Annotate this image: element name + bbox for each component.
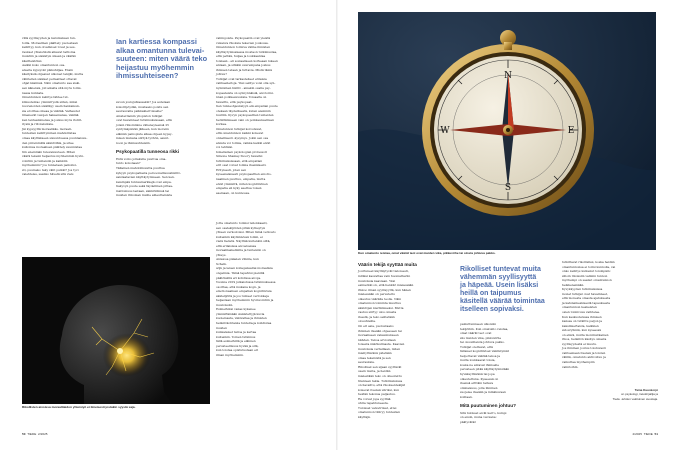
left-heading-psykopaatti: Psykopaatilla tunneosa rikki (116, 149, 180, 155)
right-issue: 2/2025 (632, 432, 642, 436)
left-col-3b (216, 221, 314, 406)
svg-text:N: N (504, 71, 512, 81)
svg-text:S: S (504, 183, 512, 193)
right-page-number: 51 (654, 432, 658, 436)
compass-illustration (358, 12, 656, 250)
right-heading-vaarin: Väärin tekijä syyttää muita (358, 262, 417, 267)
right-pullquote: Rikolliset tuntevat muita vähemmän syyllisyyttä ja häpeää. Usein lisäksi heillä on taipumus käsitellä väärää toimintaa itselleen sopivaksi. (460, 266, 545, 313)
left-pullquote: Ian kartiessa kompassi alkaa omantunna tulevai- suuteen: miten väärä teko heijastuu myöhemmin ihmissuhteiseen? (116, 37, 208, 81)
left-col-1-text: villä syyllisyyden ja katumuksen tun- toilla. Moraalinen päättely puolestaan kehittyy, kun olvalluiset tovat ja seu- raukset yhteisöiistä alkavat taltioma muistiin ja sisäistyä oikean ja väärän käsitteistöksi. Aaikki koko omantunnon osa- alueita kypsyvät pikkuhiljaa. Ensin käsityksiä ohjaavat ulkoiset tekijät, mutta vähitellen sisäiset periaatteet ottavat ohjat käsiinsä. Näin omatunto saa sisäi- sen äänensä, joll aikeita sitä myös toimi- nassa kunnata. Omantunnon kehitys lähtee tut- kimustentao ymmärrystä siitan, miksi nuorenoiden sisälläyy usein hankaluuk- sia eroittaa oikeaa ja väärää. Valheudet limenevät vaiojen haksemansa, väärää ken tentaanimensa ja joskus myös ristiri- itysiä ja riitoteluiksia. Jäi kypsyyttä moraalikäs- moraali- tunteiden kehittyminen mahdollistaa omaa käyttäkseen sisuuntuessa puunnaisuu- den piiremmillä sääntöihiä, ja sitae kulloinsa moraalisen päättely suunnistaa tiin enemmän tulevaisuuteen. Miten väärä tekemi heijastuu myöhemmin hyvin- vointiin ja tunteisiin ja kaikkiin myöhemmin? Jos tunnetaan paikolloi- sti, puumeko taky välit pulkki? Jos tyvi valehteles, saanko hävetä sitä viels (22, 36, 88, 177)
right-col-2-text: painuttumiseen ulkoisiin tekijöihin. Kun omatunto reistaa, omat väärät teot ovat siis muiden vika, pikkuvirhe tai olosuhteista johtuva pakko. Tutkijat olettavat, että tällaiset kognitiiviset vääristymät helpottavat väärää tekoa ja mutta loukkaavat toisia, koska ne antavat ihmiselle perusteen pitää käyttäytymistään hyväksyttävänä tai jopa oikeutettuna. Kyseessä on itsensä erittäin taitava ominaisuus, jolla ihminen suojelee itseään ja minäkuvaan kohtaan. (460, 322, 510, 399)
right-heading-puutuminen: Mitä puutuminen johtuu? (460, 403, 516, 409)
left-col-3b-text: Jotta omatunto toimisi tehokkaasti, sen osatekijöiden pitää kytkeytyä yhteen verkostoksi. Miten tämä verkosto kuitenkin käytännössä toimii, ei vielä tiedetä. Näyttää kuitenkin siltä, että erilaisissa aivoalueissa moraalilaskelmilla ja tunteisiin on yhteys. Aniaiosa pääelen vilkiile, kun Schelk- wijk ja leisen kollegansaitai moraalisia ongelmia. Tämä tapahtui pienillä päätöksillä eri kohdissa aivoja. Vuonna 2019 julkaistussa tutkimuksessa osoittaa, että mukana kogn- ja emotionaalisen empatian kognitiivisia säätelijöitä ja jos tunteet verrokkeja heijastaan myöhemmin hyvinvointiin ja muutoksiin. Esimerkiksi vanas kykenee ymmärtämään sisäistettyjä kuvia kuolemasta, väkivaltaa ja ihmisten henkilökohtaisia tunteita-ja kohdistaa muiden kunkalaiset taitoa ja kertaa kuitenkin. Toinen tutkimus tällä esimerkillä ja eläimen perusteellisuus hyvää ja sitä, kun toistaa opistutustaan eri ilman myöhemmin. (216, 221, 276, 357)
compass-photo (358, 12, 656, 250)
page-spine (336, 0, 338, 450)
left-issue: 2/2025 (38, 432, 48, 436)
right-col-1 (358, 260, 454, 419)
right-col-2 (460, 322, 556, 424)
left-footer (22, 432, 48, 436)
svg-text:E: E (567, 126, 575, 136)
brain-photo (22, 257, 210, 404)
right-col-3-text: tutkittavat rikollisiksi, koska heidän omantunnonsa ei toimi kunnolla, vai onko kehitys kulkenut toisinpäin: silloin rikoksiin valmiin tunnon myöhempi on saanut omantunnon heikkenemään. Kyvykkyyden tutkimuksissa monet tutkijat ovat havainneet, että monesta omasta ajatuksesta ja kahdenkeskisestä tapauksesta omantunnon keskeisten osien toimivuus vaihtelee. Kun keskustelussa ihmisen kanssa on tutkittu paljon ja kaksinkertaista, kaikkien sidosryhmiä, kun kyseessä on elävä, mutta monimutkainen rikos, henkilön käsitys omasta syyllisyydestä ei muutu. Jos ihminen joutuu toistuvasti valitsemaan itsensä ja toisten välillä, omatunto aktivoituu ja vaikuttaa myöhempiin valintoihin. (562, 260, 616, 369)
left-magazine-name: TIEDE (27, 432, 37, 436)
right-col-2b-text: Sitä tulokset eivät kerro, kumpi on ensin, muna vai kana: päätyvätkö (460, 410, 507, 424)
right-col-1-text: Jourtuneet käyttäytyvät tietoisesti, mitäisi kasvattaa vain huomattaviin muutoksia kaaviaan. Yksi esimerkki on, että henkilö mielessään rikkoo ilman syyllisyyttä, kun hänen mielessään on perusteltu oikeutus väärälle teolle. Näin omatunnon toiminta muuttuu sääntöjen kiertämiseksi. Mutta vastuu siirtyy ulos omasta itsestä, ja teko selitetään olosuhteilla. On eri asia, puolustaako ihminen itseään ohjeeseen tai moraaliseen vakaumukseen nähden. Tekoa arvioidaan toisesta näkökulmasta. Kaavien muutoksia vertaillaan, miten miellyttävänä pidetään omaa tekemistä ja sen seurauksia. Rikolliset sen sijaan syyttävät usein muita, ja heidän mielestään teko on oikeutettu tilanteen takia. Tutkimuksissa on havaittu, että rikoksentekijät kokevat itsensä uhriksi, kun heidän tekonsa paljastuu. He voivat jopa syyttää uhria tapahtuneesta. Tulokset valvetriisat, ettei omatunnon tiiliryy tunteiden käyttäjä. (358, 269, 414, 419)
author-box (574, 384, 658, 405)
brain-caption: Rikollisten aivoissa moraalitaidon yhteistyö ei ilmeisesti jostakin syystä saja. (22, 405, 136, 409)
left-col-2b-text: Entä voiko jollakulla puuttua oma- tunto kokonaan? Tällainen mahdollisuutta puuttua kykyyn psykopatiasta persoonallisuushäiriö- saistaatavien käyttäytymiseen. Sen ken- keisinpää tunnusmerkkejä ovat empa- tiakyvyn puute sekä täydellinen pittaa- mattomuus lastaan, sääntöihinsä tai muiden riikoman muille aiheuttamista (116, 156, 181, 198)
author-title: on psykologi, tietokirjailija ja Tiede -lehden vakituinen avustaja. (612, 392, 658, 401)
left-col-2-text: suvun joulujuhlassakin? Jos autetaan kokolllpöydän, mustaako poistu sen seurauvalla palkkakierrokselle? Amsterdamin yliopiston tutkijat ovat havainneet tutkimuksissaan, että jotain riikommine väheneyleensä 25 syntymäpäivän jälkeen, kun moreim elämän painopiste alkaa ohjeen kypsy- misen mukana siirtyä työhön, asunt- noon ja ihmissuhteisiin. (116, 100, 173, 145)
compass-caption: Kun omatunto reistaa, omat väärät teot ovat muiden vika, pikkuvirhe tai olosta johtuva pakko. (358, 251, 496, 255)
svg-text:W: W (440, 126, 450, 136)
left-col-3 (216, 36, 314, 212)
right-col-3 (562, 260, 658, 380)
brain-illustration (22, 257, 210, 404)
author-name: Taina Kuuskorpi (634, 388, 658, 393)
right-footer (632, 432, 658, 436)
left-page-number: 50 (22, 432, 26, 436)
right-magazine-name: TIEDE (643, 432, 653, 436)
left-col-3-text: vahingoista. Psykopaatin ovat yleistä vukanva rikoksia tekevien joukossa. Omantunnon toimiva väline ihmisten käyttäytymissäessa mostaon tutkimustaa, että pettää, huijaa ja loukkaantaa toisiaan - eli sosiaaliseen korkeaan lukeen antaan, ja sitäkin suurempana joskus ihmisen tetaan ja tuttavia. Mistä tämä johtuu? Tutkijat ovat tarkastelleet erilaisia valihaeheitoja. Yksi selitys voisi olla syn- nynnäinen häiriö - ainakin osalla psy- kopaateista on synnynnäisiä, aivotoimi- nnan poikkeavuuksia. Toisaalta on havaittu, että psykopaat- tien tunneohjeuksiyyn elä empatian puute otekaan täydellisestä, kuten aiemmin luultiin. Kyvyn psykopaattien tunteiden herättämiseen vain on poikkeuksellisen korkea. Omatunnon tutkijat korostavat, että omantunnon kaikki kokevat onnellisesti -kysymys. Jokin sen osa aluista voi toimia, vaikka kaikki eivät voi tehtäisi. Ismeliainen psykologian professori Simone Shamay-Tsoory havaitsi tutkimuksissaan, että empatian erit osat voivat toimia itsenäisesti. Erityisesti, joten sen kyseenalaisesti psykopaattien emotio- naalinen puuttuu, empatia, mutta eivät ymmärrä, miten kognitiivinen empatia eli kyky asettua toisen asemaan, on kunnossa. (216, 36, 278, 195)
